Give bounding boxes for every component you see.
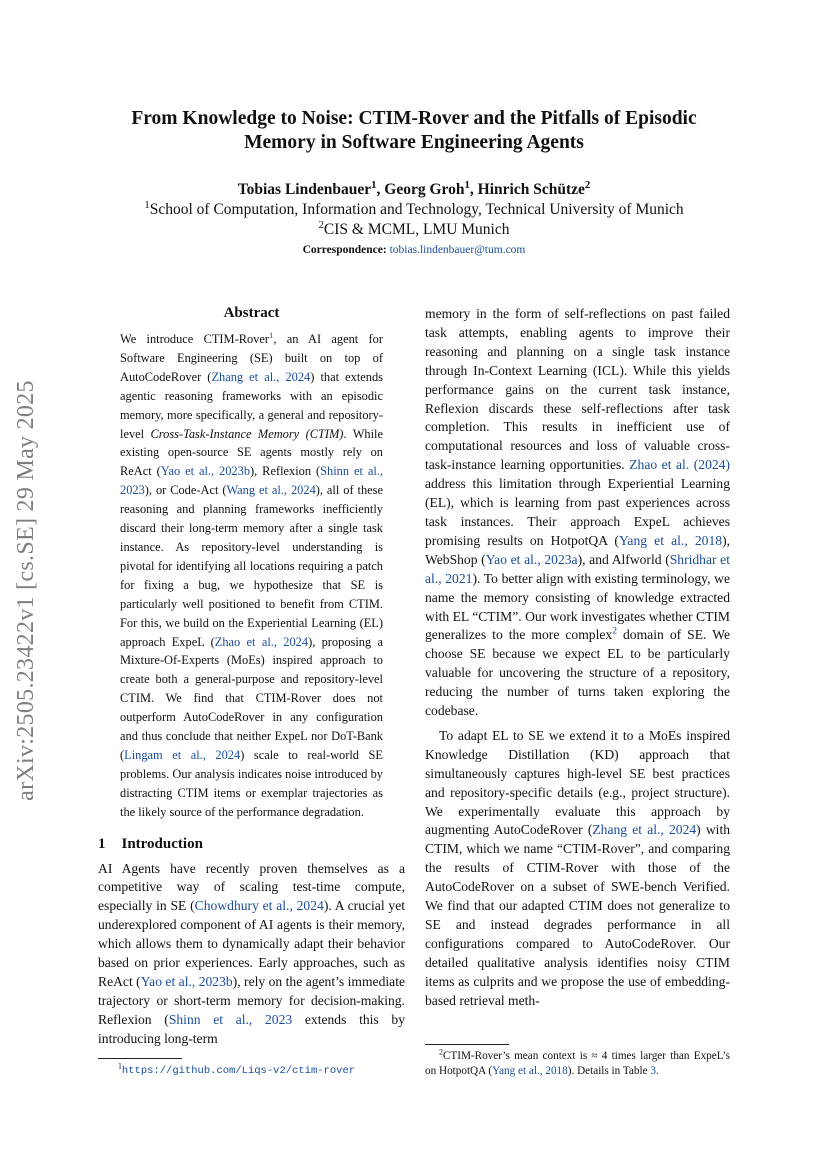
title-line-1: From Knowledge to Noise: CTIM-Rover and the Pitfalls of Episodic: [131, 108, 697, 129]
footnote-2-text: .: [655, 1065, 659, 1077]
intro-text-part: ), WebShop (: [425, 532, 730, 567]
footnote-2-text: CTIM-Rover’s mean context is ≈ 4 times larger than ExpeL’s on HotpotQA (: [425, 1050, 730, 1077]
footnote-area-left: [98, 1058, 405, 1079]
intro-text-part: ), and Alfworld (: [577, 551, 670, 567]
abstract-text-part: ), all of these reasoning and planning frameworks inefficiently discard their long-term memory after a single task instance. As repository-level understanding is pivotal for identifying all locations requiring a patch for fixing a bug, we hypothesize that SE is particularly well positioned to benefit from CTIM. For this, we build on the Experiential Learning (EL) approach ExpeL (: [120, 483, 383, 649]
citation-link[interactable]: Zhang et al., 2024: [211, 369, 311, 384]
affiliation-2-mark: 2: [318, 218, 324, 231]
citation-link[interactable]: Shridhar et al., 2021: [425, 551, 730, 586]
intro-text-part: ). To better align with existing terminology, we name the memory consisting of knowledge extracted with EL “CTIM”. Our work investigates whether CTIM generalizes to the more complex: [425, 570, 730, 643]
footnote-rule: [98, 1058, 182, 1059]
author-list: [80, 180, 748, 200]
intro-text-part: AI Agents have recently proven themselves as a competitive way of scaling test-time compute, especially in SE (: [98, 860, 405, 914]
footnote-rule: [425, 1044, 509, 1045]
citation-link[interactable]: Lingam et al., 2024: [124, 747, 241, 762]
abstract-text-part: , an AI agent for Software Engineering (SE) built on top of AutoCodeRover (: [120, 332, 383, 384]
intro-text-part: domain of SE. We choose SE because we expect EL to be particularly valuable for uncovering the structure of a repository, reducing the number of turns taken exploring the codebase.: [425, 627, 730, 719]
intro-paragraph-2: [425, 727, 730, 1011]
footnote-1: [98, 1063, 405, 1079]
author-block: [80, 180, 748, 260]
footnote-2-mark: 2: [439, 1047, 443, 1057]
section-number: 1: [98, 835, 106, 852]
citation-link[interactable]: Yang et al., 2018: [618, 532, 723, 548]
repository-link[interactable]: https://github.com/Liqs-v2/ctim-rover: [121, 1065, 356, 1077]
section-title: Introduction: [121, 835, 203, 852]
affiliation-1: [80, 200, 748, 220]
citation-link[interactable]: Yang et al., 2018: [492, 1065, 568, 1077]
citation-link[interactable]: Yao et al., 2023b: [140, 974, 233, 989]
citation-link[interactable]: Wang et al., 2024: [226, 483, 316, 498]
arxiv-identifier: arXiv:2505.23422v1 [cs.SE] 29 May 2025: [12, 379, 39, 801]
abstract-text-part: ), proposing a Mixture-Of-Experts (MoEs) inspired approach to create both a general-purpose and repository-level CTIM. We find that CTIM-Rover does not outperform AutoCodeRover in any configuration and thus conclude that neither ExpeL nor DoT-Bank (: [120, 634, 383, 762]
abstract-text-part: ), Reflexion (: [250, 464, 321, 479]
author-separator: ,: [469, 181, 478, 198]
abstract-text-part: ), or Code-Act (: [144, 483, 227, 498]
footnote-1-mark: 1: [118, 1061, 122, 1071]
left-column: [98, 305, 405, 1049]
abstract-text-part: ) that extends agentic reasoning frameworks with an episodic memory, more specifically, a general and repository-level: [120, 369, 383, 441]
affiliation-1-text: School of Computation, Information and Technology, Technical University of Munich: [149, 201, 684, 218]
section-heading-introduction: [98, 836, 405, 853]
abstract-text: [98, 330, 405, 822]
intro-text-part: extends this by introducing long-term: [98, 1011, 405, 1046]
intro-text-part: address this limitation through Experiential Learning (EL), which is learning from past experiences across task instances. Their approach ExpeL achieves promising results on HotpotQA (: [425, 476, 730, 548]
paper-title: [100, 107, 728, 155]
citation-link[interactable]: Shinn et al., 2023: [120, 464, 383, 498]
abstract-emphasis: Cross-Task-Instance Memory (CTIM): [150, 426, 344, 441]
footnote-area-right: [425, 1044, 730, 1079]
intro-text-part: ) with CTIM, which we name “CTIM-Rover”, and comparing the results of CTIM-Rover with those of the AutoCodeRover on a subset of SWE-bench Verified. We find that our adapted CTIM does not generalize to SE and instead degrades performance in all configurations compared to AutoCodeRover. Our detailed qualitative analysis identifies noisy CTIM items as culprits and we propose the use of embedding-based retrieval meth-: [425, 822, 731, 1008]
correspondence-label: Correspondence:: [302, 244, 387, 256]
footnote-ref-2[interactable]: 2: [612, 626, 617, 637]
citation-link[interactable]: Chowdhury et al., 2024: [194, 898, 324, 914]
footnote-2: [425, 1049, 730, 1079]
citation-link[interactable]: Yao et al., 2023a: [485, 551, 578, 567]
author-2: Georg Groh: [384, 181, 465, 198]
author-3-affil: 2: [584, 178, 591, 191]
correspondence-email-link[interactable]: tobias.lindenbauer@tum.com: [389, 244, 526, 256]
footnote-2-text: ). Details in Table: [567, 1065, 651, 1077]
correspondence: [80, 240, 748, 260]
author-1-affil: 1: [371, 178, 377, 191]
citation-link[interactable]: Shinn et al., 2023: [168, 1011, 293, 1027]
footnote-ref-1[interactable]: 1: [268, 329, 274, 340]
intro-text-part: memory in the form of self-reflections on past failed task attempts, enabling agents to improve their reasoning and planning on a single task instance through In-Context Learning (ICL). While this yields performance gains on the current task instance, Reflexion discards these self-reflections after task completion. This results in inefficient use of computational resources and loss of valuable cross-task-instance learning opportunities.: [425, 306, 730, 473]
arxiv-stamp: [6, 340, 46, 840]
affiliation-2: [80, 220, 748, 240]
intro-text-part: To adapt EL to SE we extend it to a MoEs inspired Knowledge Distillation (KD) approach that simultaneously captures high-level SE best practices and repository-specific details (e.g., project structure). We experimentally evaluate this approach by augmenting AutoCodeRover (: [425, 727, 730, 838]
author-3: Hinrich Schütze: [477, 181, 585, 198]
intro-paragraph-1-continued: [425, 305, 730, 721]
author-2-affil: 1: [464, 178, 470, 191]
abstract-heading: Abstract: [223, 305, 280, 321]
citation-link[interactable]: Zhao et al. (2024): [629, 457, 730, 473]
author-1: Tobias Lindenbauer: [237, 181, 372, 198]
intro-text-part: ), rely on the agent’s immediate trajectory or short-term memory for decision-making. Reflexion (: [98, 974, 406, 1027]
abstract-text-part: ) scale to real-world SE problems. Our analysis indicates noise introduced by distracting CTIM items or exemplar trajectories as the likely source of the performance degradation.: [120, 747, 383, 819]
citation-link[interactable]: Zhao et al., 2024: [214, 634, 309, 649]
intro-paragraph-1: [98, 860, 405, 1049]
affiliation-1-mark: 1: [144, 198, 150, 211]
citation-link[interactable]: Yao et al., 2023b: [160, 464, 251, 479]
abstract-text-part: . While existing open-source SE agents mostly rely on ReAct (: [120, 426, 383, 479]
right-column: [425, 305, 730, 1011]
affiliation-2-text: CIS & MCML, LMU Munich: [323, 221, 510, 238]
abstract-text-part: We introduce CTIM-Rover: [120, 332, 269, 346]
author-separator: ,: [376, 181, 385, 198]
table-reference-link[interactable]: 3: [650, 1065, 656, 1077]
title-line-2: Memory in Software Engineering Agents: [244, 132, 584, 153]
citation-link[interactable]: Zhang et al., 2024: [592, 822, 697, 838]
intro-text-part: ). A crucial yet underexplored component of AI agents is their memory, which allows them to dynamically adapt their behavior based on prior experiences. Early approaches, such as ReAct (: [98, 898, 406, 989]
